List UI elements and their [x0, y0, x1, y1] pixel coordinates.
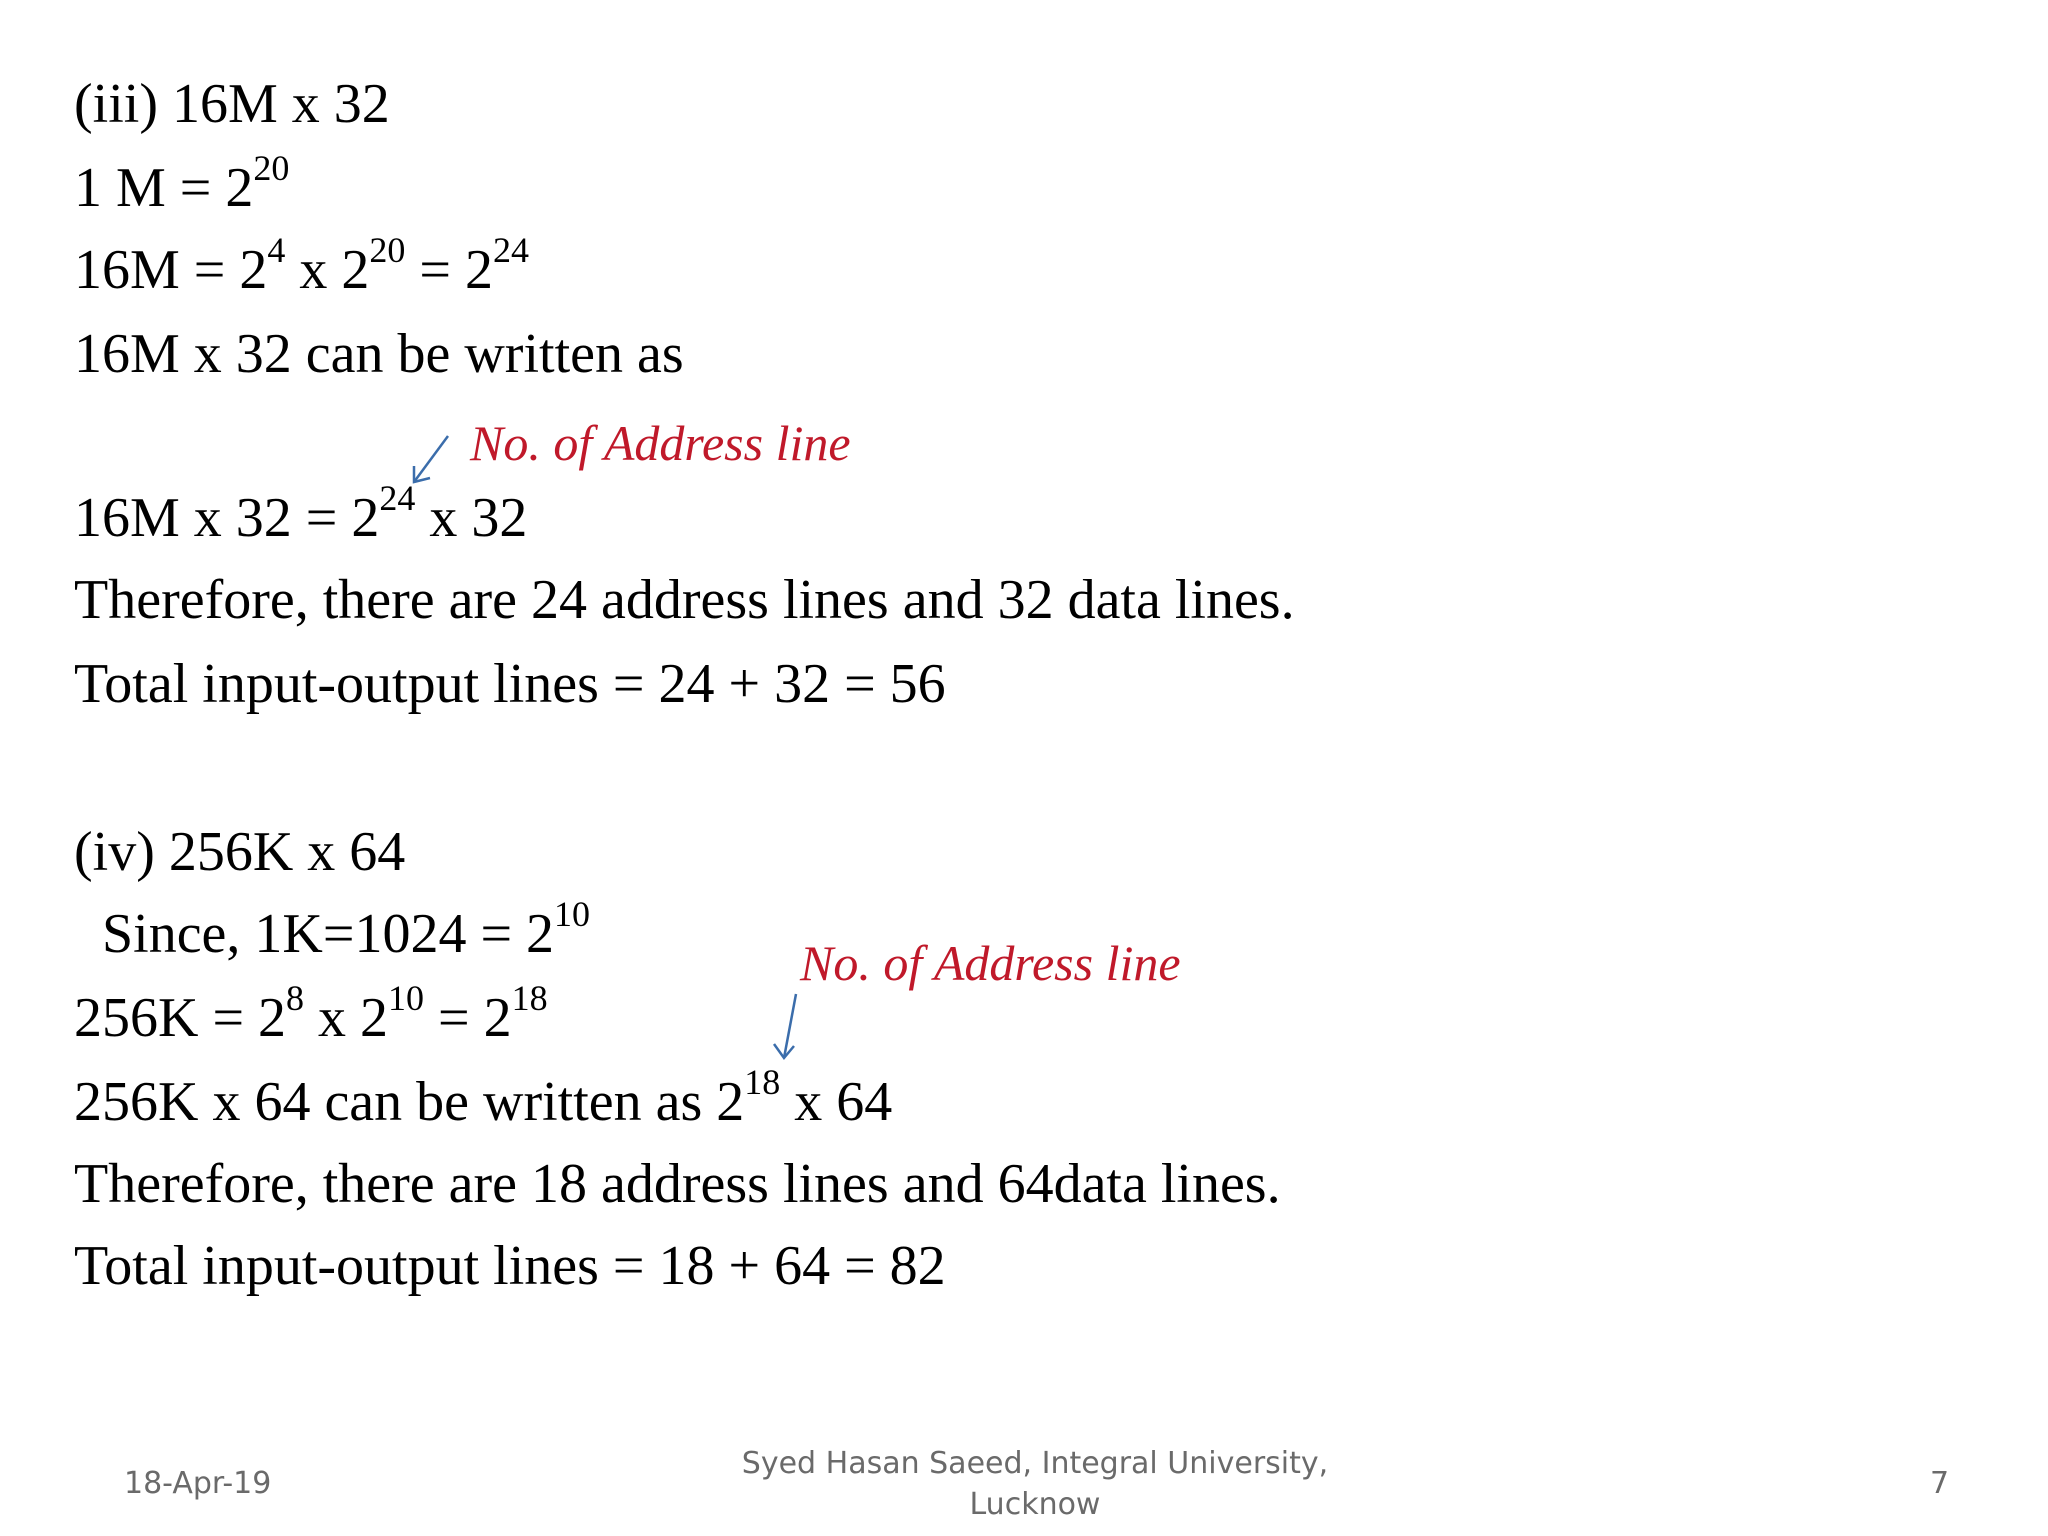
text: 1 M = 2	[74, 157, 254, 219]
exponent: 20	[369, 230, 406, 271]
text: 256K x 64 can be written as 2	[74, 1071, 745, 1133]
part4-arrow-icon	[762, 990, 812, 1070]
exponent: 24	[492, 230, 529, 271]
text: = 2	[424, 987, 512, 1049]
part4-line-256k	[74, 978, 548, 1049]
part3-line-equation	[74, 478, 528, 549]
footer-author-line2: Lucknow	[969, 1486, 1101, 1522]
footer-author	[0, 1444, 2048, 1525]
part4-line-total: Total input-output lines = 18 + 64 = 82	[74, 1235, 946, 1297]
part3-heading: (iii) 16M x 32	[74, 73, 390, 135]
exponent: 18	[744, 1062, 781, 1103]
text: x 64	[780, 1071, 893, 1133]
part3-line-written-as: 16M x 32 can be written as	[74, 323, 684, 385]
part3-address-annotation: No. of Address line	[470, 415, 851, 471]
exponent: 20	[253, 148, 290, 189]
footer-author-line1: Syed Hasan Saeed, Integral University,	[741, 1446, 1329, 1481]
text: 16M x 32 = 2	[74, 487, 380, 549]
text: x 2	[304, 987, 389, 1049]
text: = 2	[405, 239, 493, 301]
part4-line-since	[102, 894, 591, 965]
part4-line-therefore: Therefore, there are 18 address lines and 64data lines.	[74, 1153, 1281, 1215]
part4-heading: (iv) 256K x 64	[74, 821, 406, 883]
text: x 2	[285, 239, 370, 301]
part4-line-written-as	[74, 1062, 893, 1133]
exponent: 10	[554, 894, 591, 935]
footer-date: 18-Apr-19	[124, 1466, 272, 1501]
text: x 32	[415, 487, 528, 549]
part3-line-16m	[74, 230, 529, 301]
exponent: 24	[379, 478, 416, 519]
exponent: 10	[388, 978, 425, 1019]
part3-line-1m	[74, 148, 290, 219]
part3-line-total: Total input-output lines = 24 + 32 = 56	[74, 653, 946, 715]
part4-address-annotation: No. of Address line	[800, 935, 1181, 991]
exponent: 8	[286, 978, 305, 1019]
exponent: 18	[511, 978, 548, 1019]
part3-line-therefore: Therefore, there are 24 address lines and 32 data lines.	[74, 569, 1295, 631]
footer-page-number: 7	[1930, 1466, 1950, 1501]
text: Since, 1K=1024 = 2	[102, 903, 555, 965]
exponent: 4	[267, 230, 286, 271]
text: 256K = 2	[74, 987, 287, 1049]
text: 16M = 2	[74, 239, 268, 301]
